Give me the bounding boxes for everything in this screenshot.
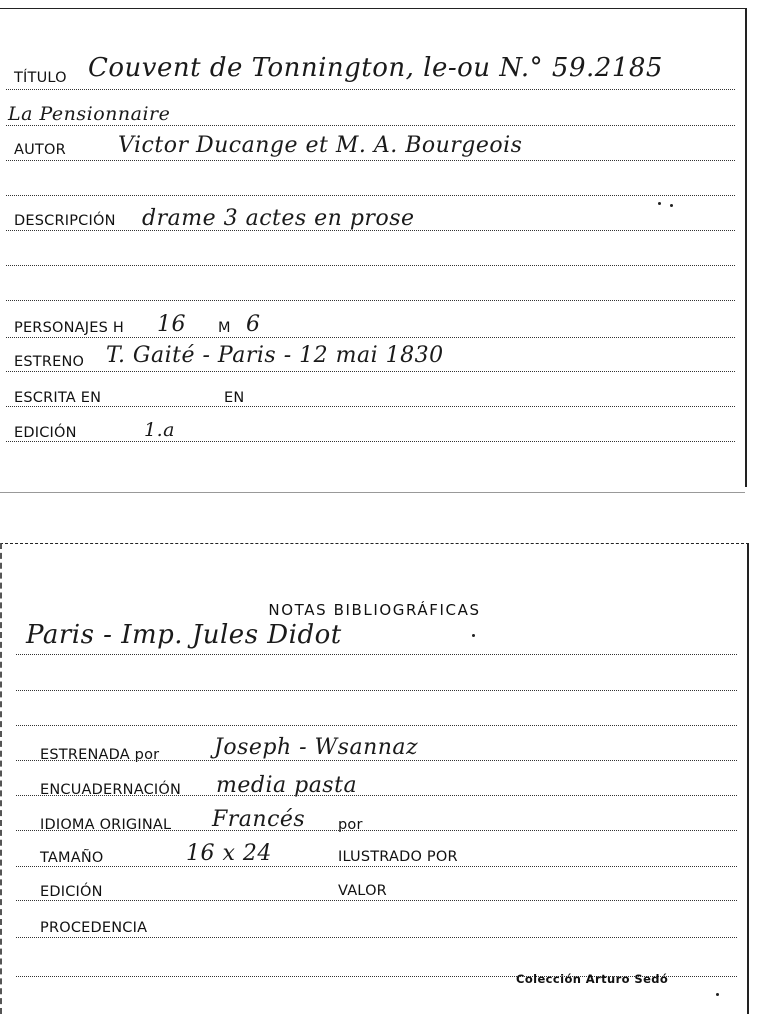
descripcion-label: DESCRIPCIÓN xyxy=(14,213,116,229)
personajes-h-label: PERSONAJES H xyxy=(14,320,124,336)
ilustrado-label: ILUSTRADO POR xyxy=(338,849,458,865)
idioma-label: IDIOMA ORIGINAL xyxy=(40,817,172,833)
ink-speck xyxy=(716,993,719,996)
titulo-label: TÍTULO xyxy=(14,70,67,86)
tamano-value: 16 x 24 xyxy=(186,841,272,866)
rule-line xyxy=(6,371,735,372)
rule-line xyxy=(6,195,735,196)
notas-heading: NOTAS BIBLIOGRÁFICAS xyxy=(268,601,481,619)
estreno-value: T. Gaité - Paris - 12 mai 1830 xyxy=(106,343,444,368)
edicion-label: EDICIÓN xyxy=(14,425,77,441)
estrenada-label: ESTRENADA por xyxy=(40,747,160,763)
catalog-card-back xyxy=(0,543,749,1014)
escrita-label: ESCRITA EN xyxy=(14,390,102,406)
escrita-en-label: EN xyxy=(224,390,245,406)
personajes-m-value: 6 xyxy=(246,312,261,337)
autor-value: Victor Ducange et M. A. Bourgeois xyxy=(118,133,523,158)
rule-line xyxy=(16,937,737,938)
tamano-label: TAMAÑO xyxy=(40,850,104,866)
rule-line xyxy=(16,690,737,691)
ink-speck xyxy=(670,204,673,207)
titulo-value: Couvent de Tonnington, le-ou N.° 59.2185 xyxy=(88,53,663,83)
idioma-por-label: por xyxy=(338,817,363,833)
rule-line xyxy=(16,654,737,655)
encuadernacion-value: media pasta xyxy=(216,773,358,798)
edicion-value: 1.a xyxy=(144,419,175,441)
encuadernacion-label: ENCUADERNACIÓN xyxy=(40,782,182,798)
estrenada-value: Joseph - Wsannaz xyxy=(214,735,419,760)
rule-line xyxy=(16,866,737,867)
descripcion-value: drame 3 actes en prose xyxy=(142,206,415,231)
rule-line xyxy=(6,441,735,442)
edicion-back-label: EDICIÓN xyxy=(40,884,103,900)
idioma-value: Francés xyxy=(212,807,306,832)
rule-line xyxy=(6,300,735,301)
rule-line xyxy=(6,89,735,90)
autor-label: AUTOR xyxy=(14,142,66,158)
rule-line xyxy=(6,406,735,407)
rule-line xyxy=(6,160,735,161)
rule-line xyxy=(16,900,737,901)
estreno-label: ESTRENO xyxy=(14,354,85,370)
titulo-value-line2: La Pensionnaire xyxy=(8,103,171,125)
ink-speck xyxy=(472,634,475,637)
card-separator xyxy=(0,492,745,493)
notas-value: Paris - Imp. Jules Didot xyxy=(26,620,342,650)
valor-label: VALOR xyxy=(338,883,387,899)
procedencia-label: PROCEDENCIA xyxy=(40,920,148,936)
catalog-card-front xyxy=(0,8,747,487)
ink-speck xyxy=(658,202,661,205)
collection-footer: Colección Arturo Sedó xyxy=(516,972,669,986)
rule-line xyxy=(6,337,735,338)
personajes-h-value: 16 xyxy=(157,312,186,337)
rule-line xyxy=(16,725,737,726)
rule-line xyxy=(6,265,735,266)
rule-line xyxy=(6,125,735,126)
personajes-m-label: M xyxy=(218,320,231,336)
